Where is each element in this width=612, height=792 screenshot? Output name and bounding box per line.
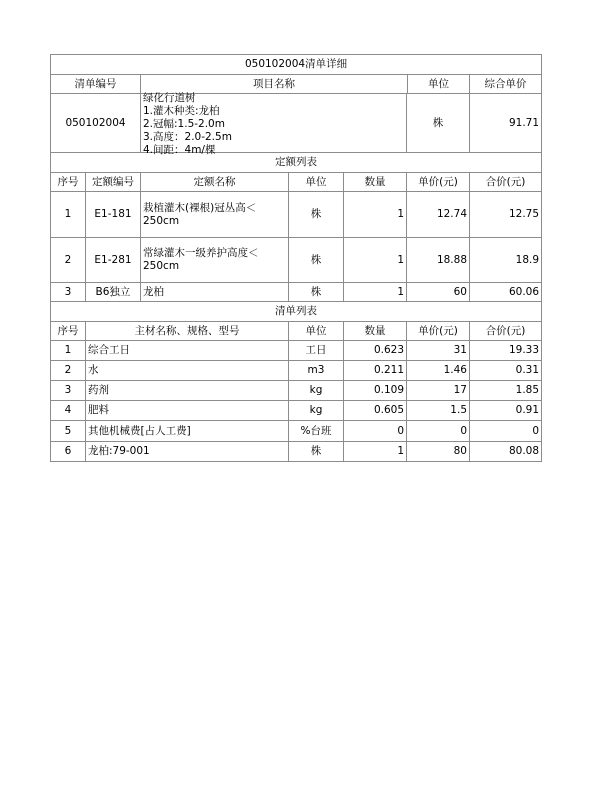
detail-table	[50, 54, 542, 462]
list-header-seq: 序号	[51, 322, 86, 341]
list-unit-price: 80	[407, 442, 470, 462]
quota-seq: 3	[51, 283, 86, 302]
quota-seq: 1	[51, 192, 86, 238]
list-unit: %台班	[289, 421, 344, 442]
quota-header-unit-price: 单价(元)	[407, 173, 470, 192]
table-row	[51, 401, 542, 421]
quota-header-total: 合价(元)	[470, 173, 542, 192]
list-header-qty: 数量	[344, 322, 407, 341]
list-total: 0.91	[470, 401, 542, 421]
quota-section-title: 定额列表	[51, 153, 542, 173]
list-name: 龙柏:79-001	[86, 442, 289, 462]
item-header-name: 项目名称	[141, 75, 408, 93]
list-unit: m3	[289, 361, 344, 381]
list-unit: kg	[289, 401, 344, 421]
quota-qty: 1	[344, 283, 407, 302]
item-price: 91.71	[470, 94, 542, 153]
list-unit-price: 1.5	[407, 401, 470, 421]
list-header-unit: 单位	[289, 322, 344, 341]
list-name: 综合工日	[86, 341, 289, 361]
table-row	[51, 442, 542, 462]
list-qty: 0.109	[344, 381, 407, 401]
quota-name: 龙柏	[141, 283, 289, 302]
list-unit-price: 0	[407, 421, 470, 442]
quota-unit-price: 60	[407, 283, 470, 302]
quota-name: 常绿灌木一级养护高度＜250cm	[141, 238, 289, 283]
list-header-total: 合价(元)	[470, 322, 542, 341]
quota-seq: 2	[51, 238, 86, 283]
item-code: 050102004	[51, 94, 141, 153]
item-header-price: 综合单价	[470, 75, 542, 94]
list-section-title: 清单列表	[51, 302, 542, 322]
quota-header-unit: 单位	[289, 173, 344, 192]
table-row	[51, 361, 542, 381]
quota-header-qty: 数量	[344, 173, 407, 192]
item-desc-line: 3.高度：2.0-2.5m	[143, 131, 232, 143]
item-unit: 株	[432, 117, 444, 129]
list-unit: 株	[289, 442, 344, 462]
quota-header-name: 定额名称	[141, 173, 289, 192]
list-total: 0	[470, 421, 542, 442]
list-name: 药剂	[86, 381, 289, 401]
table-title: 050102004清单详细	[51, 55, 542, 75]
list-total: 0.31	[470, 361, 542, 381]
list-seq: 3	[51, 381, 86, 401]
quota-name: 栽植灌木(裸根)冠丛高＜250cm	[141, 192, 289, 238]
item-header-unit: 单位	[428, 78, 449, 90]
list-seq: 1	[51, 341, 86, 361]
table-row	[51, 283, 542, 302]
list-qty: 0	[344, 421, 407, 442]
quota-code: E1-281	[86, 238, 141, 283]
list-name: 水	[86, 361, 289, 381]
quota-header-code: 定额编号	[86, 173, 141, 192]
list-seq: 2	[51, 361, 86, 381]
table-row	[51, 341, 542, 361]
quota-unit-price: 12.74	[407, 192, 470, 238]
quota-unit: 株	[289, 283, 344, 302]
item-desc-line: 4.间距：4m/棵	[143, 144, 216, 156]
table-row	[51, 421, 542, 442]
list-name: 其他机械费[占人工费]	[86, 421, 289, 442]
list-total: 19.33	[470, 341, 542, 361]
list-qty: 0.605	[344, 401, 407, 421]
list-qty: 1	[344, 442, 407, 462]
quota-unit: 株	[289, 192, 344, 238]
item-desc-line: 1.灌木种类:龙柏	[143, 105, 220, 117]
list-unit: kg	[289, 381, 344, 401]
list-unit-price: 1.46	[407, 361, 470, 381]
table-row	[51, 192, 542, 238]
list-header-unit-price: 单价(元)	[407, 322, 470, 341]
quota-total: 18.9	[470, 238, 542, 283]
item-header-code: 清单编号	[51, 75, 141, 94]
list-header-name: 主材名称、规格、型号	[86, 322, 289, 341]
list-unit-price: 17	[407, 381, 470, 401]
list-unit-price: 31	[407, 341, 470, 361]
item-desc-line: 绿化行道树	[143, 92, 196, 104]
quota-total: 60.06	[470, 283, 542, 302]
quota-code: E1-181	[86, 192, 141, 238]
list-total: 80.08	[470, 442, 542, 462]
quota-code: B6独立	[86, 283, 141, 302]
list-qty: 0.211	[344, 361, 407, 381]
list-unit: 工日	[289, 341, 344, 361]
list-total: 1.85	[470, 381, 542, 401]
list-seq: 4	[51, 401, 86, 421]
quota-header-seq: 序号	[51, 173, 86, 192]
quota-total: 12.75	[470, 192, 542, 238]
quota-unit: 株	[289, 238, 344, 283]
list-seq: 5	[51, 421, 86, 442]
quota-qty: 1	[344, 238, 407, 283]
quota-qty: 1	[344, 192, 407, 238]
list-name: 肥料	[86, 401, 289, 421]
table-row	[51, 381, 542, 401]
item-desc-line: 2.冠幅:1.5-2.0m	[143, 118, 225, 130]
list-seq: 6	[51, 442, 86, 462]
item-description	[141, 92, 407, 156]
quota-unit-price: 18.88	[407, 238, 470, 283]
table-row	[51, 238, 542, 283]
list-qty: 0.623	[344, 341, 407, 361]
